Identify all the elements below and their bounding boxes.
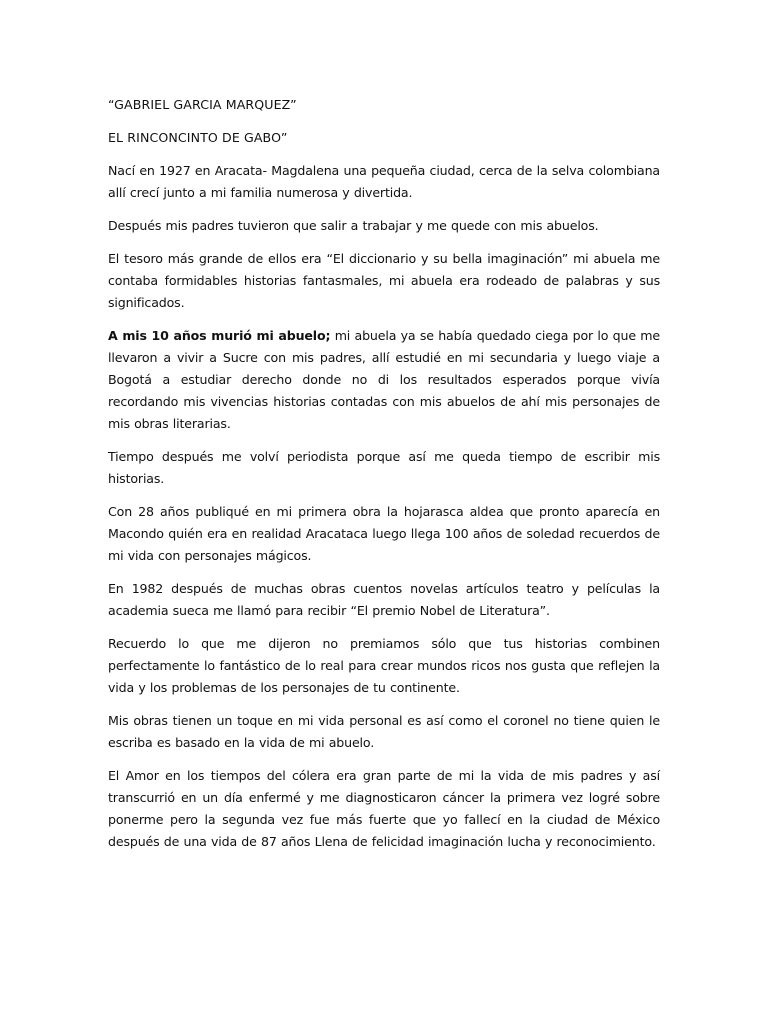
paragraph-text: Recuerdo lo que me dijeron no premiamos sólo que tus historias combinen perfectamente lo fantástico de lo real para crear mundos ricos nos gusta que reflejen la vida y los problemas de los personajes de tu continente. [108, 636, 660, 695]
paragraph-lead-bold: A mis 10 años murió mi abuelo; [108, 328, 331, 343]
paragraph-text: El Amor en los tiempos del cólera era gran parte de mi la vida de mis padres y así transcurrió en un día enfermé y me diagnosticaron cáncer la primera vez logré sobre ponerme pero la segunda vez fue más fuerte que yo fallecí en la ciudad de México después de una vida de 87 años Llena de felicidad imaginación lucha y reconocimiento. [108, 768, 660, 849]
paragraph [108, 633, 660, 699]
paragraph [108, 248, 660, 314]
paragraph-text: Después mis padres tuvieron que salir a trabajar y me quede con mis abuelos. [108, 218, 599, 233]
paragraph-text: Mis obras tienen un toque en mi vida personal es así como el coronel no tiene quien le escriba es basado en la vida de mi abuelo. [108, 713, 660, 750]
paragraph-text: El tesoro más grande de ellos era “El diccionario y su bella imaginación” mi abuela me contaba formidables historias fantasmales, mi abuela era rodeado de palabras y sus significados. [108, 251, 660, 310]
paragraph [108, 501, 660, 567]
paragraph [108, 215, 660, 237]
paragraph-text: Nací en 1927 en Aracata- Magdalena una pequeña ciudad, cerca de la selva colombiana allí crecí junto a mi familia numerosa y divertida. [108, 163, 660, 200]
paragraph [108, 160, 660, 204]
paragraph-text: En 1982 después de muchas obras cuentos novelas artículos teatro y películas la academia sueca me llamó para recibir “El premio Nobel de Literatura”. [108, 581, 660, 618]
paragraph-text: mi abuela ya se había quedado ciega por lo que me llevaron a vivir a Sucre con mis padres, allí estudié en mi secundaria y luego viaje a Bogotá a estudiar derecho donde no di los resultados esperados porque vivía recordando mis vivencias historias contadas con mis abuelos de ahí mis personajes de mis obras literarias. [108, 328, 660, 431]
document-subtitle: EL RINCONCINTO DE GABO” [108, 130, 288, 145]
paragraph-text: Tiempo después me volví periodista porque así me queda tiempo de escribir mis historias. [108, 449, 660, 486]
paragraph [108, 578, 660, 622]
paragraph [108, 446, 660, 490]
document-title: “GABRIEL GARCIA MARQUEZ” [108, 97, 297, 112]
paragraph-text: Con 28 años publiqué en mi primera obra la hojarasca aldea que pronto aparecía en Macondo quién era en realidad Aracataca luego llega 100 años de soledad recuerdos de mi vida con personajes mágicos. [108, 504, 660, 563]
paragraph [108, 765, 660, 853]
paragraph [108, 710, 660, 754]
paragraph [108, 325, 660, 435]
